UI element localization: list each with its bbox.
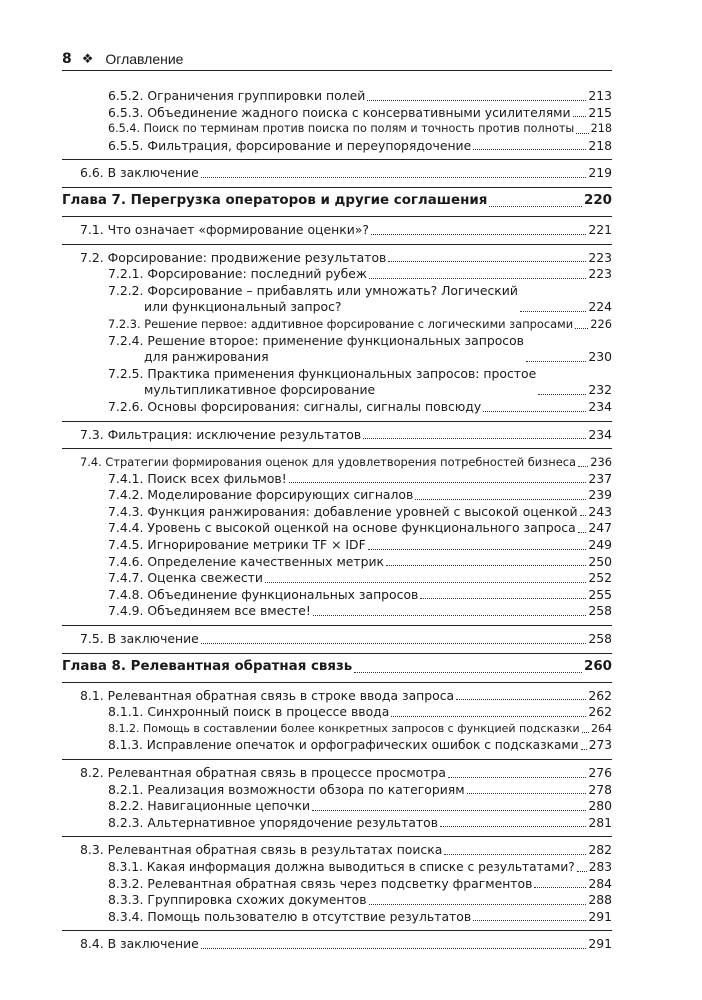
- toc-entry-text: Перегрузка операторов и другие соглашения: [130, 192, 488, 208]
- toc-entry-page: 223: [588, 249, 612, 265]
- toc-entry-text: Реализация возможности обзора по категориям: [147, 781, 465, 797]
- dot-leader: [444, 854, 586, 855]
- dot-leader: [582, 732, 589, 733]
- toc-entry-number: 7.4.6.: [108, 553, 144, 569]
- toc-chapter[interactable]: [62, 191, 612, 211]
- toc-entry-title: [108, 138, 471, 155]
- toc-entry-number: 7.4.3.: [108, 503, 144, 519]
- toc-entry-number: 7.4.1.: [108, 470, 144, 486]
- toc-entry-page: 234: [588, 398, 612, 414]
- toc-entry-number: 7.2.1.: [108, 266, 144, 282]
- toc-entry-text: Уровень с высокой оценкой на основе функционального запроса: [147, 520, 576, 536]
- toc-separator: [62, 421, 612, 422]
- toc-section[interactable]: [62, 765, 612, 782]
- dot-leader: [473, 149, 586, 150]
- toc-subsection[interactable]: [62, 487, 612, 504]
- dot-leader: [456, 699, 586, 700]
- toc-entry-title: [108, 504, 578, 521]
- toc-separator: [62, 244, 612, 245]
- page-number: 8: [62, 51, 72, 67]
- dot-leader: [420, 598, 586, 599]
- toc-entry-number: 8.3.: [80, 842, 104, 858]
- dot-leader: [386, 565, 586, 566]
- toc-entry-number: 8.3.3.: [108, 892, 144, 908]
- toc-entry-text: Фильтрация: исключение результатов: [107, 426, 362, 442]
- toc-separator: [62, 653, 612, 654]
- toc-entry-text: Функция ранжирования: добавление уровней с высокой оценкой: [147, 503, 578, 519]
- toc-entry-title: [108, 859, 575, 876]
- toc-subsection[interactable]: [62, 721, 612, 738]
- toc-subsection[interactable]: [62, 121, 612, 138]
- toc-entry-title: [108, 876, 532, 893]
- dot-leader: [201, 948, 587, 949]
- toc-entry-text: Что означает «формирование оценки»?: [107, 221, 369, 237]
- toc-entry-title: [108, 570, 263, 587]
- toc-section[interactable]: [62, 842, 612, 859]
- dot-leader: [313, 615, 586, 616]
- toc-entry-page: 218: [588, 137, 612, 153]
- toc-subsection[interactable]: [62, 366, 612, 399]
- toc-entry-text: Фильтрация, форсирование и переупорядочение: [147, 137, 472, 153]
- toc-entry-number: 7.2.: [80, 249, 104, 265]
- toc-entry-number: 6.6.: [80, 165, 104, 181]
- toc-section[interactable]: [62, 454, 612, 471]
- toc-subsection[interactable]: [62, 520, 612, 537]
- toc-entry-text: Моделирование форсирующих сигналов: [147, 487, 414, 503]
- toc-entry-page: 273: [588, 738, 612, 753]
- toc-entry-page: 221: [588, 221, 612, 237]
- toc-entry-text: Стратегии формирования оценок для удовлетворения потребностей бизнеса: [105, 455, 576, 470]
- toc-entry-number: 8.2.1.: [108, 781, 144, 797]
- toc-entry-page: 220: [584, 192, 612, 208]
- toc-entry-text: Объединение функциональных запросов: [147, 586, 419, 602]
- running-title: Оглавление: [105, 51, 184, 67]
- toc-subsection[interactable]: [62, 603, 612, 620]
- toc-separator: [62, 159, 612, 160]
- toc-entry-text: Релевантная обратная связь в результатах поиска: [107, 842, 443, 858]
- toc-section[interactable]: [62, 688, 612, 705]
- toc-separator: [62, 930, 612, 931]
- toc-entry-title: [108, 105, 571, 122]
- toc-entry-page: 282: [588, 842, 612, 858]
- toc-subsection[interactable]: [62, 333, 612, 366]
- toc-entry-page: 262: [588, 687, 612, 703]
- toc-entry-number: 7.4.9.: [108, 603, 144, 619]
- toc-subsection[interactable]: [62, 815, 612, 832]
- toc-entry-text: Какая информация должна выводиться в списке с результатами?: [146, 859, 575, 874]
- dot-leader: [483, 411, 586, 412]
- toc-entry-page: 280: [588, 798, 612, 814]
- toc-entry-page: 278: [588, 781, 612, 797]
- toc-entry-title: [108, 520, 576, 537]
- toc-entry-title: [108, 471, 287, 488]
- toc-entry-page: 247: [588, 520, 612, 536]
- running-header: [62, 48, 612, 71]
- toc-subsection[interactable]: [62, 316, 612, 333]
- toc-entry-number: 8.2.2.: [108, 798, 144, 814]
- toc-entry-title: [80, 250, 386, 267]
- toc-entry-text: Основы форсирования: сигналы, сигналы повсюду: [147, 398, 482, 414]
- toc-entry-title: [62, 191, 487, 211]
- toc-entry-page: 291: [588, 936, 612, 952]
- toc-entry-number: 8.3.2.: [108, 875, 144, 891]
- toc-entry-page: 288: [588, 892, 612, 908]
- toc-entry-title: [108, 782, 465, 799]
- toc-entry-page: 232: [588, 382, 612, 398]
- toc-separator: [62, 216, 612, 217]
- toc-entry-text: Помощь пользователю в отсутствие результатов: [147, 908, 472, 924]
- toc-subsection[interactable]: [62, 587, 612, 604]
- toc-separator: [62, 836, 612, 837]
- toc-entry-title: [108, 316, 573, 333]
- toc-entry-number: 7.4.: [80, 455, 102, 470]
- dot-leader: [534, 887, 586, 888]
- toc-entry-number: 6.5.2.: [108, 88, 144, 103]
- toc-section[interactable]: [62, 165, 612, 182]
- toc-entry-number: 7.2.4.: [108, 332, 144, 348]
- dot-leader: [538, 394, 586, 395]
- toc-entry-title: [108, 603, 311, 620]
- toc-entry-page: 243: [588, 503, 612, 519]
- dot-leader: [369, 904, 587, 905]
- toc-entry-page: 255: [588, 586, 612, 602]
- toc-entry-text: Объединение жадного поиска с консервативными усилителями: [147, 104, 571, 120]
- toc-entry-number: 7.4.4.: [108, 520, 144, 536]
- toc-subsection[interactable]: [62, 88, 612, 105]
- toc-entry-page: 224: [588, 299, 612, 315]
- toc-entry-title: [108, 537, 366, 554]
- toc-entry-page: 262: [588, 704, 612, 720]
- dot-leader: [440, 826, 586, 827]
- toc-entry-text: Решение первое: аддитивное форсирование с логическими запросами: [144, 316, 574, 331]
- toc-entry-page: 234: [588, 426, 612, 442]
- toc-entry-number: 7.2.3.: [108, 316, 141, 331]
- toc-entry-number: 8.2.: [80, 765, 104, 780]
- toc-entry-text: Синхронный поиск в процессе ввода: [147, 704, 390, 720]
- toc-entry-page: 283: [588, 859, 612, 874]
- toc-entry-page: 236: [590, 455, 612, 470]
- dot-leader: [576, 133, 588, 134]
- toc-entry-text-continued: для ранжирования: [144, 349, 269, 365]
- toc-entry-title: [62, 657, 352, 677]
- toc-entry-text: Объединяем все вместе!: [147, 603, 311, 619]
- toc-entry-title: [108, 587, 418, 604]
- toc-entry-number: 7.4.8.: [108, 586, 144, 602]
- dot-leader: [388, 261, 586, 262]
- dot-leader: [578, 466, 588, 467]
- toc-entry-text: Форсирование – прибавлять или умножать? Логический: [147, 282, 518, 298]
- toc-entry-page: 249: [588, 537, 612, 553]
- toc-entry-title: [108, 892, 367, 909]
- toc-entry-page: 215: [588, 104, 612, 120]
- toc-entry-text-continued: мультипликативное форсирование: [144, 382, 376, 398]
- toc-subsection[interactable]: [62, 798, 612, 815]
- toc-separator: [62, 625, 612, 626]
- dot-leader: [265, 582, 586, 583]
- toc-entry-number: 8.3.1.: [108, 859, 143, 874]
- toc-subsection[interactable]: [62, 283, 612, 316]
- dot-leader: [526, 361, 586, 362]
- toc-entry-page: 258: [588, 603, 612, 619]
- toc-entry-number: 7.5.: [80, 631, 104, 647]
- toc-entry-text: Исправление опечаток и орфографических ошибок с подсказками: [146, 738, 579, 753]
- toc-section[interactable]: [62, 222, 612, 239]
- dot-leader: [473, 920, 586, 921]
- toc-entry-text: Определение качественных метрик: [147, 553, 385, 569]
- toc-entry-title: [80, 454, 576, 471]
- toc-entry-text: В заключение: [107, 165, 199, 181]
- toc-entry-page: 218: [590, 122, 612, 136]
- dot-leader: [289, 482, 587, 483]
- toc-entry-number: Глава 8.: [62, 658, 126, 674]
- toc-entry-number: Глава 7.: [62, 192, 126, 208]
- toc-entry-page: 213: [588, 88, 612, 103]
- toc-subsection[interactable]: [62, 782, 612, 799]
- dot-leader: [520, 311, 586, 312]
- toc-entry-text: Релевантная обратная связь через подсветку фрагментов: [147, 875, 533, 891]
- toc-entry-number: 7.4.5.: [108, 537, 144, 553]
- dot-leader: [581, 749, 587, 750]
- toc-subsection[interactable]: [62, 471, 612, 488]
- toc-entry-title: [108, 909, 471, 926]
- toc-entry-title: [108, 333, 524, 366]
- toc-entry-page: 252: [588, 570, 612, 586]
- toc-entry-page: 226: [590, 316, 612, 331]
- table-of-contents: [62, 88, 612, 953]
- toc-subsection[interactable]: [62, 537, 612, 554]
- toc-entry-title: [80, 165, 199, 182]
- toc-entry-number: 7.2.2.: [108, 282, 144, 298]
- toc-entry-title: [80, 688, 454, 705]
- toc-entry-number: 8.3.4.: [108, 908, 144, 924]
- toc-entry-title: [108, 798, 310, 815]
- toc-entry-page: 284: [588, 875, 612, 891]
- toc-entry-title: [108, 121, 574, 138]
- toc-subsection[interactable]: [62, 554, 612, 571]
- dot-leader: [363, 438, 586, 439]
- toc-entry-title: [80, 427, 361, 444]
- toc-entry-page: 260: [584, 658, 612, 674]
- toc-entry-text: Поиск всех фильмов!: [147, 470, 287, 486]
- toc-entry-title: [108, 88, 365, 105]
- toc-section[interactable]: [62, 250, 612, 267]
- toc-entry-page: 237: [588, 470, 612, 486]
- dot-leader: [580, 515, 587, 516]
- toc-entry-text: Игнорирование метрики TF × IDF: [147, 537, 366, 553]
- toc-subsection[interactable]: [62, 105, 612, 122]
- toc-entry-text: Оценка свежести: [147, 570, 263, 586]
- toc-subsection[interactable]: [62, 570, 612, 587]
- toc-entry-title: [80, 222, 369, 239]
- dot-leader: [368, 549, 587, 550]
- toc-entry-title: [108, 366, 536, 399]
- toc-entry-text: Релевантная обратная связь в процессе просмотра: [107, 765, 446, 780]
- toc-entry-number: 8.1.1.: [108, 704, 144, 720]
- toc-entry-text: В заключение: [107, 631, 199, 647]
- dot-leader: [201, 177, 587, 178]
- toc-entry-title: [80, 765, 446, 782]
- toc-subsection[interactable]: [62, 504, 612, 521]
- dot-leader: [577, 871, 587, 872]
- dot-leader: [575, 328, 588, 329]
- toc-separator: [62, 448, 612, 449]
- dot-leader: [573, 116, 587, 117]
- dot-leader: [391, 716, 586, 717]
- toc-entry-page: 250: [588, 553, 612, 569]
- toc-entry-page: 264: [591, 721, 612, 735]
- toc-entry-text: Форсирование: последний рубеж: [147, 266, 368, 282]
- toc-subsection[interactable]: [62, 704, 612, 721]
- toc-chapter[interactable]: [62, 657, 612, 677]
- ornament-icon: ❖: [81, 51, 94, 67]
- toc-subsection[interactable]: [62, 909, 612, 926]
- toc-entry-number: 8.1.: [80, 687, 104, 703]
- toc-entry-number: 6.5.5.: [108, 137, 144, 153]
- toc-entry-title: [108, 399, 481, 416]
- toc-subsection[interactable]: [62, 737, 612, 754]
- toc-entry-title: [108, 704, 389, 721]
- toc-entry-page: 239: [588, 487, 612, 503]
- toc-entry-text: Релевантная обратная связь: [130, 658, 353, 674]
- toc-subsection[interactable]: [62, 399, 612, 416]
- toc-entry-page: 276: [588, 765, 612, 780]
- toc-entry-number: 8.4.: [80, 936, 104, 952]
- dot-leader: [201, 643, 587, 644]
- toc-entry-text-continued: или функциональный запрос?: [144, 299, 342, 315]
- toc-entry-number: 8.2.3.: [108, 814, 144, 830]
- toc-subsection[interactable]: [62, 859, 612, 876]
- toc-entry-number: 7.2.6.: [108, 398, 144, 414]
- dot-leader: [354, 672, 582, 673]
- toc-entry-page: 291: [588, 908, 612, 924]
- toc-entry-title: [108, 737, 579, 754]
- toc-entry-title: [108, 815, 438, 832]
- dot-leader: [467, 793, 587, 794]
- toc-entry-text: Практика применения функциональных запросов: простое: [147, 365, 537, 381]
- toc-entry-number: 7.2.5.: [108, 365, 144, 381]
- toc-section[interactable]: [62, 936, 612, 953]
- dot-leader: [371, 234, 586, 235]
- toc-subsection[interactable]: [62, 892, 612, 909]
- toc-entry-text: Релевантная обратная связь в строке ввода запроса: [107, 687, 455, 703]
- toc-separator: [62, 682, 612, 683]
- toc-entry-number: 6.5.3.: [108, 104, 144, 120]
- toc-entry-title: [108, 283, 518, 316]
- toc-entry-text: Ограничения группировки полей: [147, 88, 366, 103]
- toc-entry-number: 8.1.3.: [108, 738, 143, 753]
- dot-leader: [312, 810, 586, 811]
- toc-entry-text: Форсирование: продвижение результатов: [107, 249, 387, 265]
- toc-entry-page: 219: [588, 165, 612, 181]
- dot-leader: [415, 499, 586, 500]
- toc-entry-title: [108, 487, 413, 504]
- dot-leader: [448, 777, 586, 778]
- toc-entry-text: В заключение: [107, 936, 199, 952]
- dot-leader: [367, 100, 586, 101]
- toc-section[interactable]: [62, 427, 612, 444]
- toc-separator: [62, 759, 612, 760]
- toc-entry-page: 230: [588, 349, 612, 365]
- toc-entry-text: Поиск по терминам против поиска по полям и точность против полноты: [143, 122, 575, 136]
- toc-entry-text: Помощь в составлении более конкретных запросов с функцией подсказки: [143, 721, 580, 735]
- toc-entry-number: 7.4.7.: [108, 570, 144, 586]
- toc-entry-text: Альтернативное упорядочение результатов: [147, 814, 439, 830]
- toc-entry-page: 223: [588, 266, 612, 282]
- dot-leader: [369, 278, 586, 279]
- toc-entry-text: Решение второе: применение функциональных запросов: [147, 332, 524, 348]
- toc-section[interactable]: [62, 631, 612, 648]
- toc-entry-title: [80, 631, 199, 648]
- toc-separator: [62, 187, 612, 188]
- toc-entry-title: [80, 936, 199, 953]
- toc-subsection[interactable]: [62, 266, 612, 283]
- dot-leader: [578, 532, 587, 533]
- toc-entry-number: 6.5.4.: [108, 122, 141, 136]
- toc-entry-page: 258: [588, 631, 612, 647]
- toc-entry-number: 7.4.2.: [108, 487, 144, 503]
- toc-subsection[interactable]: [62, 876, 612, 893]
- toc-entry-number: 7.3.: [80, 426, 104, 442]
- toc-entry-number: 8.1.2.: [108, 721, 140, 735]
- toc-entry-text: Навигационные цепочки: [147, 798, 311, 814]
- toc-entry-number: 7.1.: [80, 221, 104, 237]
- dot-leader: [489, 206, 582, 207]
- toc-subsection[interactable]: [62, 138, 612, 155]
- toc-entry-title: [80, 842, 442, 859]
- toc-entry-title: [108, 554, 384, 571]
- toc-entry-page: 281: [588, 814, 612, 830]
- toc-entry-title: [108, 266, 367, 283]
- toc-entry-text: Группировка схожих документов: [147, 892, 367, 908]
- toc-entry-title: [108, 721, 580, 738]
